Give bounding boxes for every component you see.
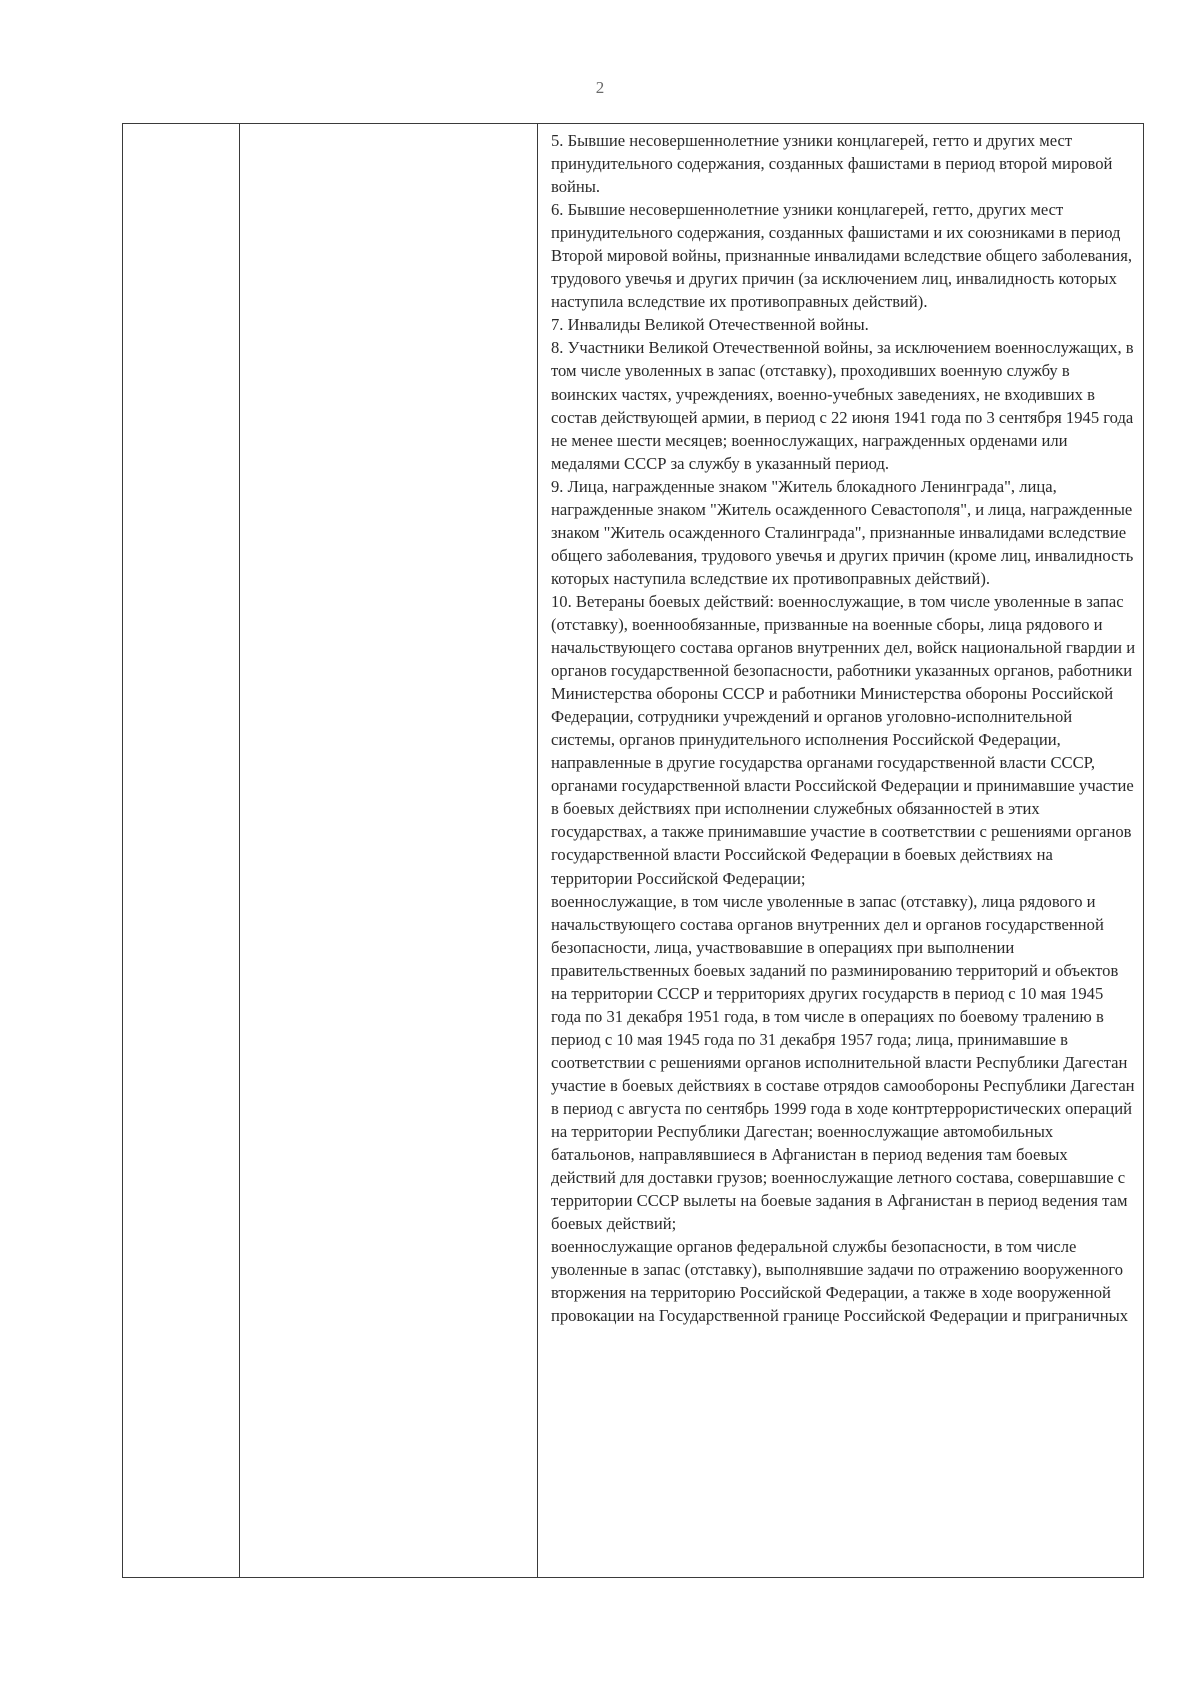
paragraph-item-10-continued-2: военнослужащие органов федеральной службы безопасности, в том числе уволенные в запас (отставку), выполнявшие задачи по отражению вооруженного вторжения на территорию Российской Федерации, а также в ходе вооруженной провокации на Государственной границе Российской Федерации и приграничных (551, 1237, 1129, 1326)
table-column-2 (240, 124, 538, 1577)
paragraph-item-8: 8. Участники Великой Отечественной войны, за исключением военнослужащих, в том числе уволенных в запас (отставку), проходивших военную службу в воинских частях, учреждениях, военно-учебных заведениях, не входивших в состав действующей армии, в период с 22 июня 1941 года по 3 сентября 1945 года не менее шести месяцев; военнослужащих, награжденных орденами или медалями СССР за службу в указанный период. (551, 338, 1134, 473)
paragraph-item-5: 5. Бывшие несовершеннолетние узники концлагерей, гетто и других мест принудительного содержания, созданных фашистами в период второй мировой войны. (551, 131, 1113, 197)
paragraph-item-9: 9. Лица, награжденные знаком "Житель блокадного Ленинграда", лица, награжденные знаком "Житель осажденного Севастополя", и лица, награжденные знаком "Житель осажденного Сталинграда", признанные инвалидами вследствие общего заболевания, трудового увечья и других причин (кроме лиц, инвалидность которых наступила вследствие их противоправных действий). (551, 476, 1134, 588)
paragraph-item-7: 7. Инвалиды Великой Отечественной войны. (551, 315, 869, 335)
page-number: 2 (595, 78, 605, 97)
document-table (122, 123, 1144, 1578)
paragraph-item-10-continued-1: военнослужащие, в том числе уволенные в запас (отставку), лица рядового и начальствующего состава органов внутренних дел и органов государственной безопасности, лица, участвовавшие в операциях при выполнении правительственных боевых заданий по разминированию территорий и объектов на территории СССР и территориях других государств в период с 10 мая 1945 года по 31 декабря 1951 года, в том числе в операциях по боевому тралению в период с 10 мая 1945 года по 31 декабря 1957 года; лица, принимавшие в соответствии с решениями органов исполнительной власти Республики Дагестан участие в боевых действиях в составе отрядов самообороны Республики Дагестан в период с августа по сентябрь 1999 года в ходе контртеррористических операций на территории Республики Дагестан; военнослужащие автомобильных батальонов, направлявшиеся в Афганистан в период ведения там боевых действий для доставки грузов; военнослужащие летного состава, совершавшие с территории СССР вылеты на боевые задания в Афганистан в период ведения там боевых действий; (551, 891, 1135, 1234)
paragraph-item-10: 10. Ветераны боевых действий: военнослужащие, в том числе уволенные в запас (отставку), военнообязанные, призванные на военные сборы, лица рядового и начальствующего состава органов внутренних дел, войск национальной гвардии и органов государственной безопасности, работники указанных органов, работники Министерства обороны СССР и работники Министерства обороны Российской Федерации, сотрудники учреждений и органов уголовно-исполнительной системы, органов принудительного исполнения Российской Федерации, направленные в другие государства органами государственной власти СССР, органами государственной власти Российской Федерации и принимавшие участие в боевых действиях при исполнении служебных обязанностей в этих государствах, а также принимавшие участие в соответствии с решениями органов государственной власти Российской Федерации в боевых действиях на территории Российской Федерации; (551, 591, 1136, 888)
table-column-1 (123, 124, 240, 1577)
paragraph-item-6: 6. Бывшие несовершеннолетние узники концлагерей, гетто, других мест принудительного содержания, созданных фашистами и их союзниками в период Второй мировой войны, признанные инвалидами вследствие общего заболевания, трудового увечья и других причин (за исключением лиц, инвалидность которых наступила вследствие их противоправных действий). (551, 200, 1133, 312)
table-column-3 (538, 124, 1143, 1577)
